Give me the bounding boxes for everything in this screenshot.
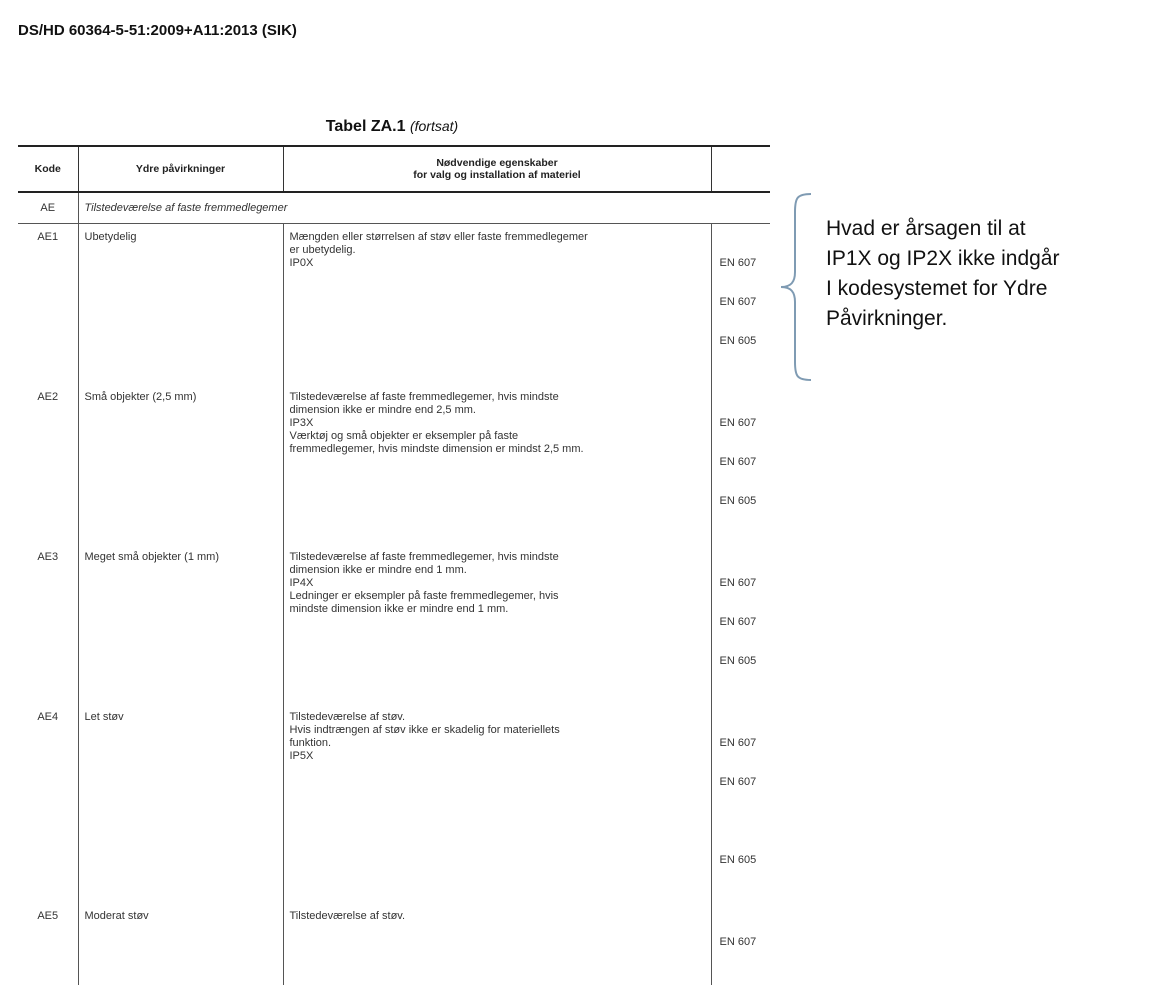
desc-line: IP0X (289, 257, 314, 269)
std-ref: EN 607 (719, 577, 757, 589)
row-standards (711, 224, 770, 385)
std-ref: EN 605 (719, 655, 757, 667)
std-ref: EN 607 (719, 417, 757, 429)
header-influence: Ydre påvirkninger (78, 146, 283, 192)
row-code: AE3 (18, 544, 78, 704)
table-title-main: Tabel ZA.1 (325, 118, 406, 135)
note-line: IP1X og IP2X ikke indgår (826, 247, 1060, 270)
row-standards (711, 384, 770, 544)
standards-table (18, 145, 766, 948)
row-influence: Meget små objekter (1 mm) (78, 544, 283, 704)
desc-line: Tilstedeværelse af støv. (289, 711, 406, 723)
row-code: AE4 (18, 704, 78, 903)
desc-line: fremmedlegemer, hvis mindste dimension er mindst 2,5 mm. (289, 443, 584, 455)
row-influence: Let støv (78, 704, 283, 903)
desc-line: IP5X (289, 750, 314, 762)
row-description (283, 903, 711, 985)
row-standards (711, 544, 770, 704)
row-influence: Små objekter (2,5 mm) (78, 384, 283, 544)
table-title (18, 118, 766, 136)
annotation-note (826, 214, 1156, 334)
desc-line: Mængden eller størrelsen af støv eller faste fremmedlegemer (289, 231, 588, 243)
std-ref: EN 607 (719, 776, 757, 788)
desc-line: Tilstedeværelse af støv. (289, 910, 406, 922)
header-properties-line2: for valg og installation af materiel (413, 169, 581, 181)
desc-line: Ledninger er eksempler på faste fremmedlegemer, hvis (289, 590, 559, 602)
row-code: AE2 (18, 384, 78, 544)
row-description (283, 544, 711, 704)
group-code: AE (18, 192, 78, 224)
table-header-row (18, 146, 770, 192)
std-ref: EN 605 (719, 335, 757, 347)
group-label: Tilstedeværelse af faste fremmedlegemer (78, 192, 770, 224)
desc-line: dimension ikke er mindre end 1 mm. (289, 564, 467, 576)
desc-line: IP3X (289, 417, 314, 429)
row-influence: Moderat støv (78, 903, 283, 985)
table-row (18, 704, 770, 903)
header-properties (283, 146, 711, 192)
header-standards (711, 146, 770, 192)
std-ref: EN 607 (719, 616, 757, 628)
row-code: AE1 (18, 224, 78, 385)
std-ref: EN 607 (719, 456, 757, 468)
std-ref: EN 607 (719, 737, 757, 749)
row-description (283, 704, 711, 903)
desc-line: IP4X (289, 577, 314, 589)
desc-line: mindste dimension ikke er mindre end 1 mm. (289, 603, 509, 615)
desc-line: funktion. (289, 737, 332, 749)
group-row (18, 192, 770, 224)
desc-line: dimension ikke er mindre end 2,5 mm. (289, 404, 476, 416)
std-ref: EN 607 (719, 257, 757, 269)
std-ref (720, 815, 771, 828)
document-id: DS/HD 60364-5-51:2009+A11:2013 (SIK) (18, 22, 297, 39)
desc-line: Værktøj og små objekter er eksempler på faste (289, 430, 519, 442)
desc-line: er ubetydelig. (289, 244, 356, 256)
table-row (18, 384, 770, 544)
header-code: Kode (18, 146, 78, 192)
desc-line: Tilstedeværelse af faste fremmedlegemer, hvis mindste (289, 551, 559, 563)
curly-brace-icon (775, 192, 815, 382)
std-ref: EN 605 (719, 495, 757, 507)
row-influence: Ubetydelig (78, 224, 283, 385)
row-description (283, 224, 711, 385)
row-description (283, 384, 711, 544)
note-line: Hvad er årsagen til at (826, 217, 1026, 240)
desc-line: Tilstedeværelse af faste fremmedlegemer, hvis mindste (289, 391, 559, 403)
table-row (18, 224, 770, 385)
std-ref: EN 607 (719, 296, 757, 308)
row-code: AE5 (18, 903, 78, 985)
note-line: I kodesystemet for Ydre (826, 277, 1048, 300)
header-properties-line1: Nødvendige egenskaber (436, 157, 558, 169)
note-line: Påvirkninger. (826, 307, 948, 330)
table-title-sub: (fortsat) (409, 118, 459, 134)
std-ref: EN 605 (719, 854, 757, 866)
row-standards (711, 704, 770, 903)
desc-line: Hvis indtrængen af støv ikke er skadelig for materiellets (289, 724, 560, 736)
row-standards (711, 903, 770, 985)
table-row (18, 903, 770, 985)
std-ref: EN 607 (719, 936, 757, 948)
table-row (18, 544, 770, 704)
